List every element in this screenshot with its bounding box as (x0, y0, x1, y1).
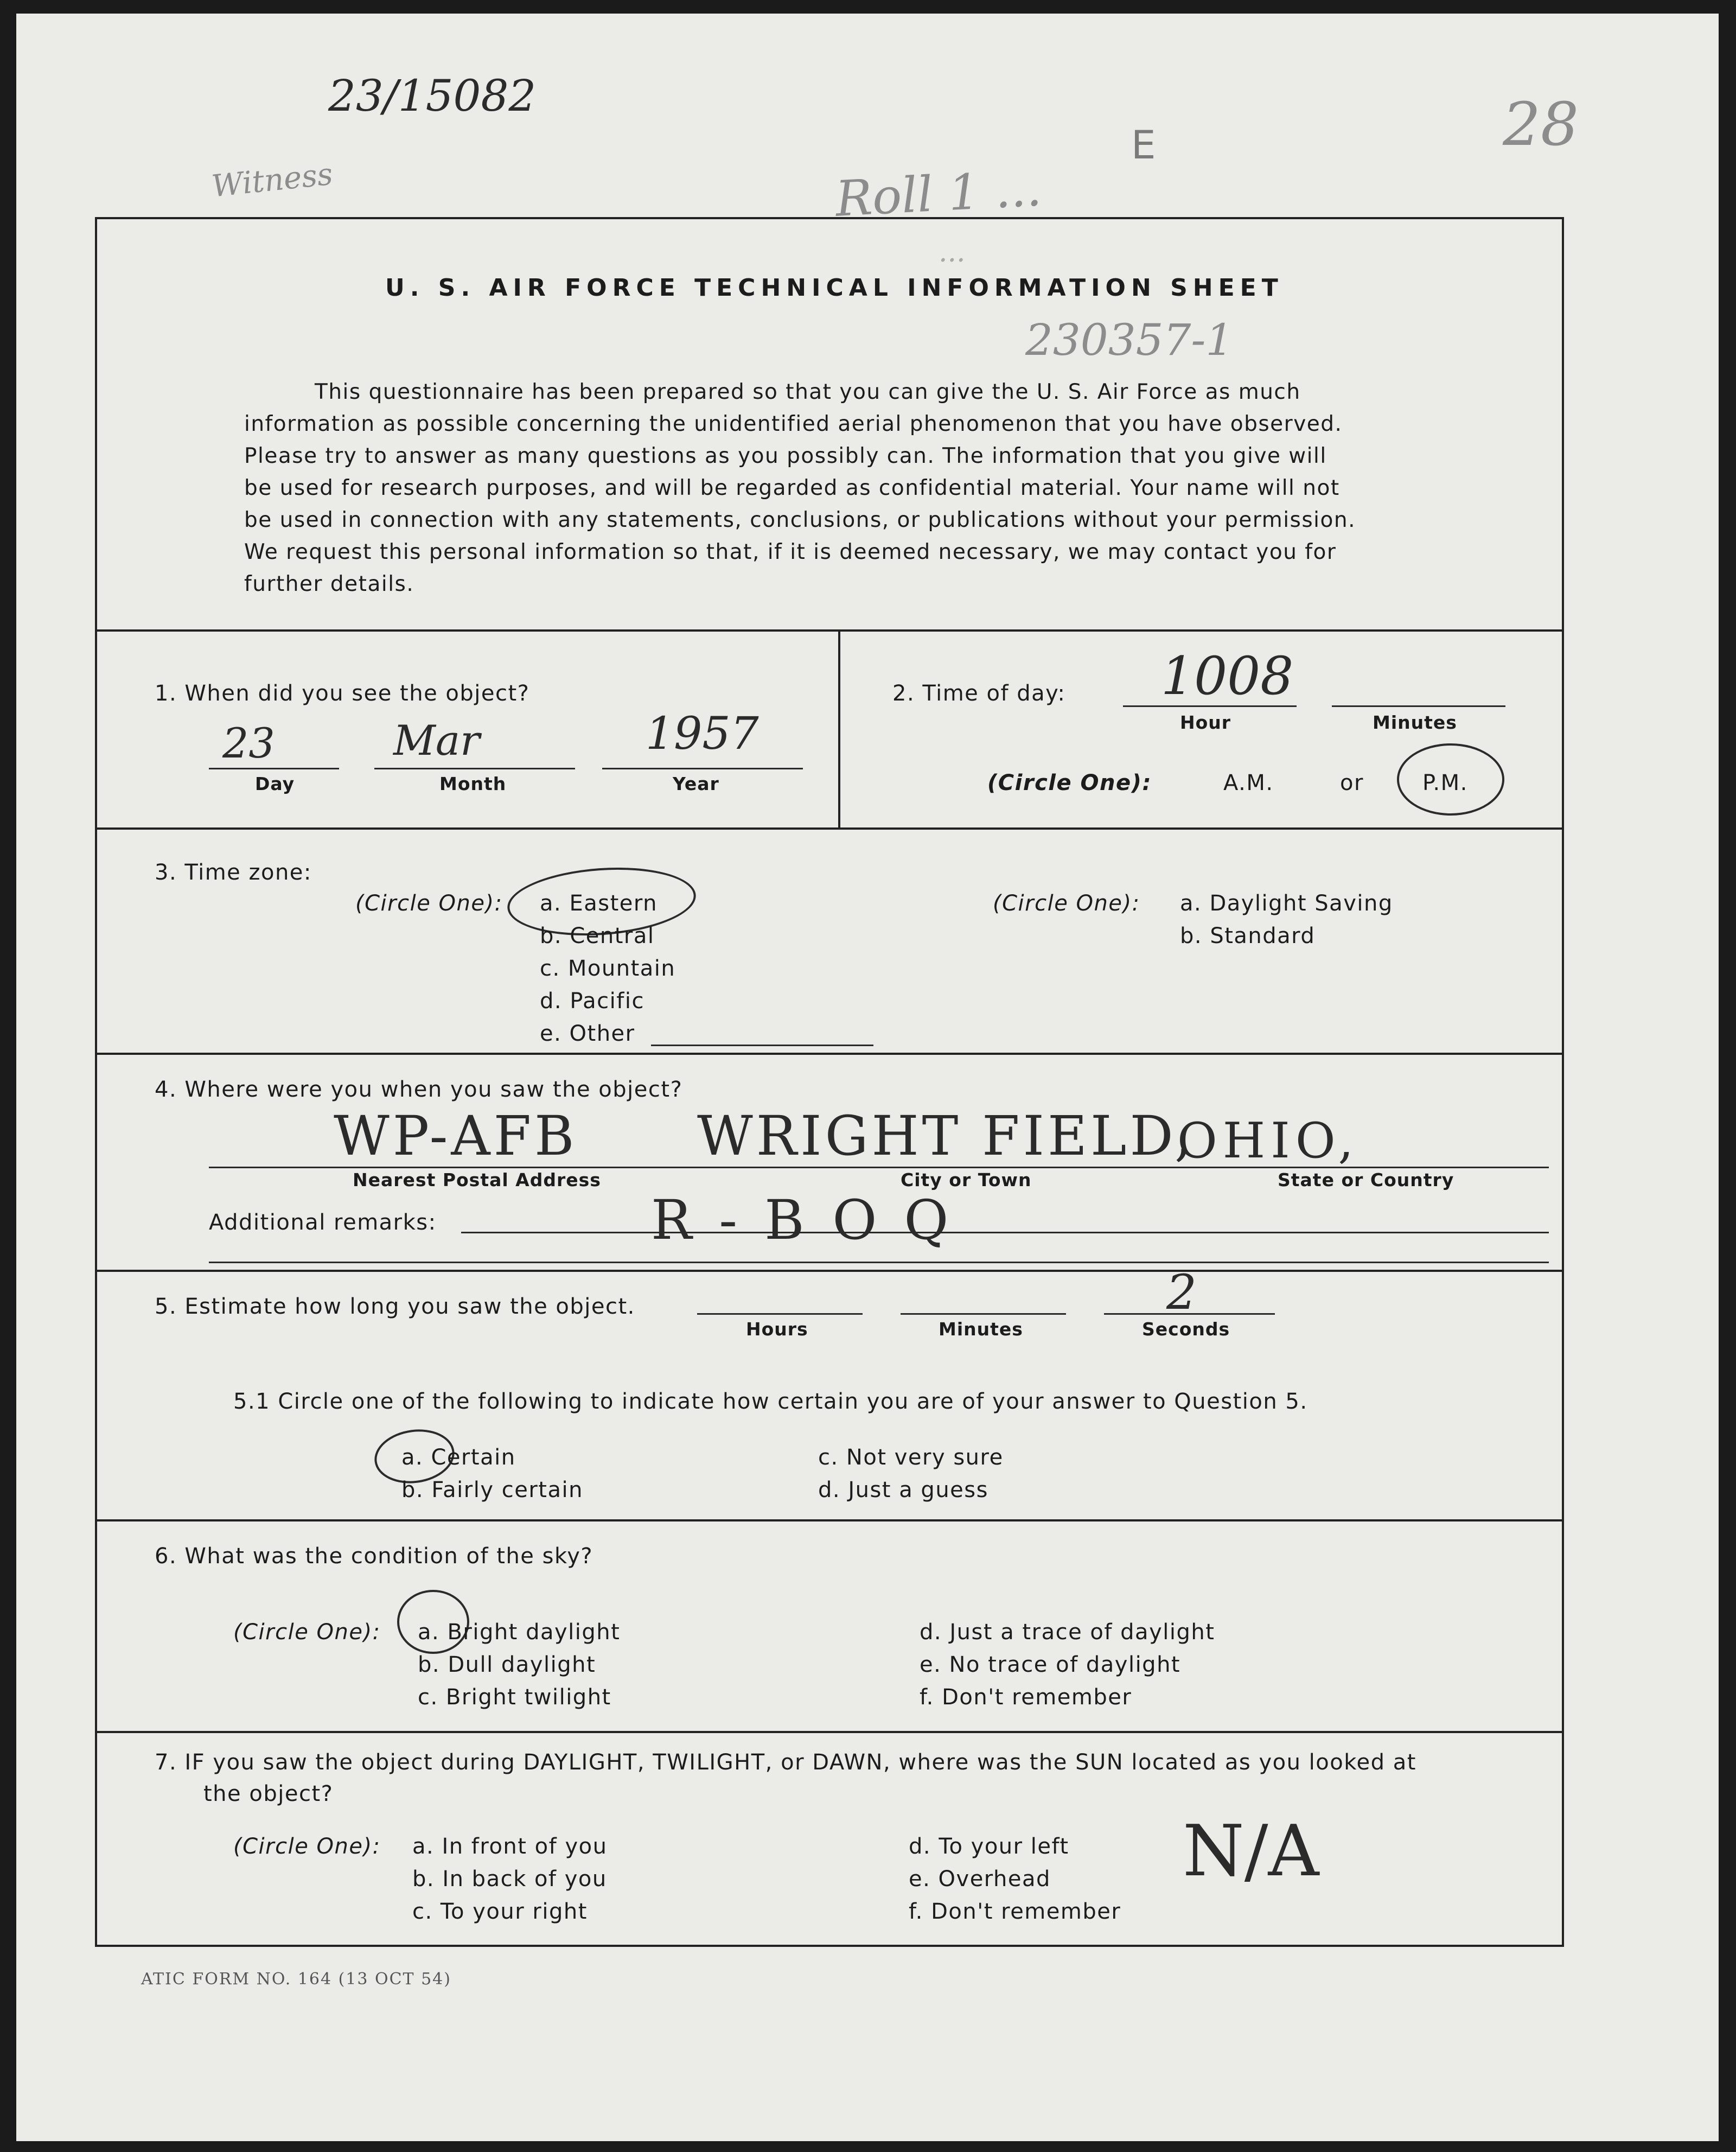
q2-minutes-label: Minutes (1373, 712, 1457, 733)
q3-option-other[interactable]: e. Other (540, 1021, 635, 1046)
divider-header (95, 629, 1562, 632)
q2-pm-circle (1397, 743, 1504, 816)
q4-address-label: Nearest Postal Address (353, 1169, 601, 1190)
q1-month-value[interactable]: Mar (393, 716, 480, 765)
q3-option-mountain[interactable]: c. Mountain (540, 956, 676, 981)
q4-remarks-line (461, 1232, 1549, 1233)
q2-hour-line (1123, 705, 1297, 707)
q4-remarks-label: Additional remarks: (209, 1210, 437, 1235)
q7-option-to-right[interactable]: c. To your right (412, 1899, 588, 1924)
q7-option-dont-remember[interactable]: f. Don't remember (909, 1899, 1121, 1924)
q7-question: 7. IF you saw the object during DAYLIGHT, TWILIGHT, or DAWN, where was the SUN located as you looked at (155, 1750, 1416, 1775)
q3-option-pacific[interactable]: d. Pacific (540, 989, 644, 1014)
intro-line: be used for research purposes, and will be regarded as confidential material. Your name will not (244, 476, 1340, 500)
q2-hour-label: Hour (1180, 712, 1231, 733)
q6-option-bright-twilight[interactable]: c. Bright twilight (418, 1685, 611, 1710)
page-number-28: 28 (1503, 90, 1579, 159)
q4-city-value[interactable]: WRIGHT FIELD, (697, 1104, 1195, 1168)
q6-circle-one: (Circle One): (233, 1620, 381, 1645)
q7-answer[interactable]: N/A (1183, 1810, 1319, 1892)
faint-note: ... (939, 236, 966, 269)
q4-state-value[interactable]: OHIO, (1177, 1112, 1359, 1169)
q3-circle-one: (Circle One): (355, 891, 503, 916)
q7-question-line2: the object? (203, 1781, 334, 1806)
q1-year-line (602, 768, 803, 769)
intro-line: information as possible concerning the unidentified aerial phenomenon that you have observed. (244, 412, 1343, 436)
q3-circle-one-2: (Circle One): (993, 891, 1140, 916)
q5-option-not-very-sure[interactable]: c. Not very sure (818, 1445, 1004, 1470)
q4-address-line (209, 1167, 1549, 1168)
intro-line: further details. (244, 572, 414, 596)
q3-option-daylight-saving[interactable]: a. Daylight Saving (1180, 891, 1393, 916)
q5-option-fairly-certain[interactable]: b. Fairly certain (401, 1478, 583, 1502)
q5-seconds-value[interactable]: 2 (1166, 1264, 1197, 1320)
q6-option-no-trace[interactable]: e. No trace of daylight (920, 1652, 1181, 1677)
q7-option-overhead[interactable]: e. Overhead (909, 1867, 1051, 1892)
q2-circle-one: (Circle One): (987, 771, 1152, 795)
intro-line: This questionnaire has been prepared so that you can give the U. S. Air Force as much (315, 380, 1301, 404)
q4-state-label: State or Country (1278, 1169, 1454, 1190)
divider-q3 (95, 1053, 1562, 1055)
q5-1-question: 5.1 Circle one of the following to indicate how certain you are of your answer to Question 5. (233, 1389, 1308, 1414)
divider-q1-q2 (838, 629, 840, 827)
divider-q6 (95, 1731, 1562, 1733)
q7-option-to-left[interactable]: d. To your left (909, 1834, 1069, 1859)
q7-option-in-back[interactable]: b. In back of you (412, 1867, 607, 1892)
q5-seconds-line (1104, 1313, 1275, 1315)
q1-day-value[interactable]: 23 (222, 719, 275, 767)
q6-question: 6. What was the condition of the sky? (155, 1544, 593, 1569)
divider-q5 (95, 1519, 1562, 1521)
reference-number: 230357-1 (1025, 315, 1234, 365)
top-file-number: 23/15082 (328, 71, 537, 121)
q2-am-option[interactable]: A.M. (1223, 771, 1274, 795)
q7-circle-one: (Circle One): (233, 1834, 381, 1859)
letter-e-mark: E (1131, 122, 1156, 168)
q5-minutes-line[interactable] (901, 1313, 1066, 1315)
document-page (16, 14, 1719, 2141)
q5-option-just-a-guess[interactable]: d. Just a guess (818, 1478, 988, 1502)
q5-hours-line[interactable] (697, 1313, 863, 1315)
q6-option-dull-daylight[interactable]: b. Dull daylight (418, 1652, 596, 1677)
form-title: U. S. AIR FORCE TECHNICAL INFORMATION SHEET (385, 274, 1284, 302)
q2-question: 2. Time of day: (892, 681, 1066, 706)
q1-year-label: Year (673, 773, 719, 794)
form-number-footer: ATIC FORM NO. 164 (13 OCT 54) (141, 1970, 451, 1989)
witness-scribble: Witness (210, 156, 335, 205)
q7-option-in-front[interactable]: a. In front of you (412, 1834, 608, 1859)
q4-question: 4. Where were you when you saw the object? (155, 1077, 683, 1102)
q3-option-eastern[interactable]: a. Eastern (540, 891, 658, 916)
q1-question: 1. When did you see the object? (155, 681, 530, 706)
q3-option-standard[interactable]: b. Standard (1180, 924, 1316, 948)
intro-line: We request this personal information so that, if it is deemed necessary, we may contact you for (244, 540, 1337, 564)
q6-option-bright-daylight[interactable]: a. Bright daylight (418, 1620, 621, 1645)
q4-address-value[interactable]: WP-AFB (334, 1104, 578, 1168)
q3-option-central[interactable]: b. Central (540, 924, 655, 948)
q2-hour-value[interactable]: 1008 (1161, 646, 1294, 706)
q1-month-label: Month (439, 773, 507, 794)
q6-option-trace-of-daylight[interactable]: d. Just a trace of daylight (920, 1620, 1215, 1645)
q4-remarks-value[interactable]: R-BOQ (651, 1188, 976, 1252)
divider-q4 (95, 1270, 1562, 1272)
q5-question: 5. Estimate how long you saw the object. (155, 1294, 635, 1319)
q1-day-label: Day (255, 773, 295, 794)
q2-or-text: or (1340, 771, 1364, 795)
q4-city-label: City or Town (901, 1169, 1032, 1190)
q5-option-certain[interactable]: a. Certain (401, 1445, 516, 1470)
q4-remarks-line-2 (209, 1262, 1549, 1263)
q2-minutes-line[interactable] (1332, 705, 1505, 707)
roll-note: Roll 1 ... (834, 160, 1043, 228)
q3-question: 3. Time zone: (155, 860, 312, 885)
divider-q2 (95, 827, 1562, 830)
q1-day-line (209, 768, 339, 769)
q1-month-line (374, 768, 575, 769)
q2-pm-option[interactable]: P.M. (1422, 771, 1468, 795)
q5-hours-label: Hours (746, 1319, 808, 1340)
intro-line: be used in connection with any statements, conclusions, or publications without your permission. (244, 508, 1356, 532)
q6-option-dont-remember[interactable]: f. Don't remember (920, 1685, 1132, 1710)
q5-seconds-label: Seconds (1142, 1319, 1230, 1340)
q1-year-value[interactable]: 1957 (646, 708, 759, 760)
intro-line: Please try to answer as many questions as you possibly can. The information that you give will (244, 444, 1327, 468)
q5-minutes-label: Minutes (939, 1319, 1023, 1340)
q3-other-line[interactable] (651, 1045, 873, 1046)
